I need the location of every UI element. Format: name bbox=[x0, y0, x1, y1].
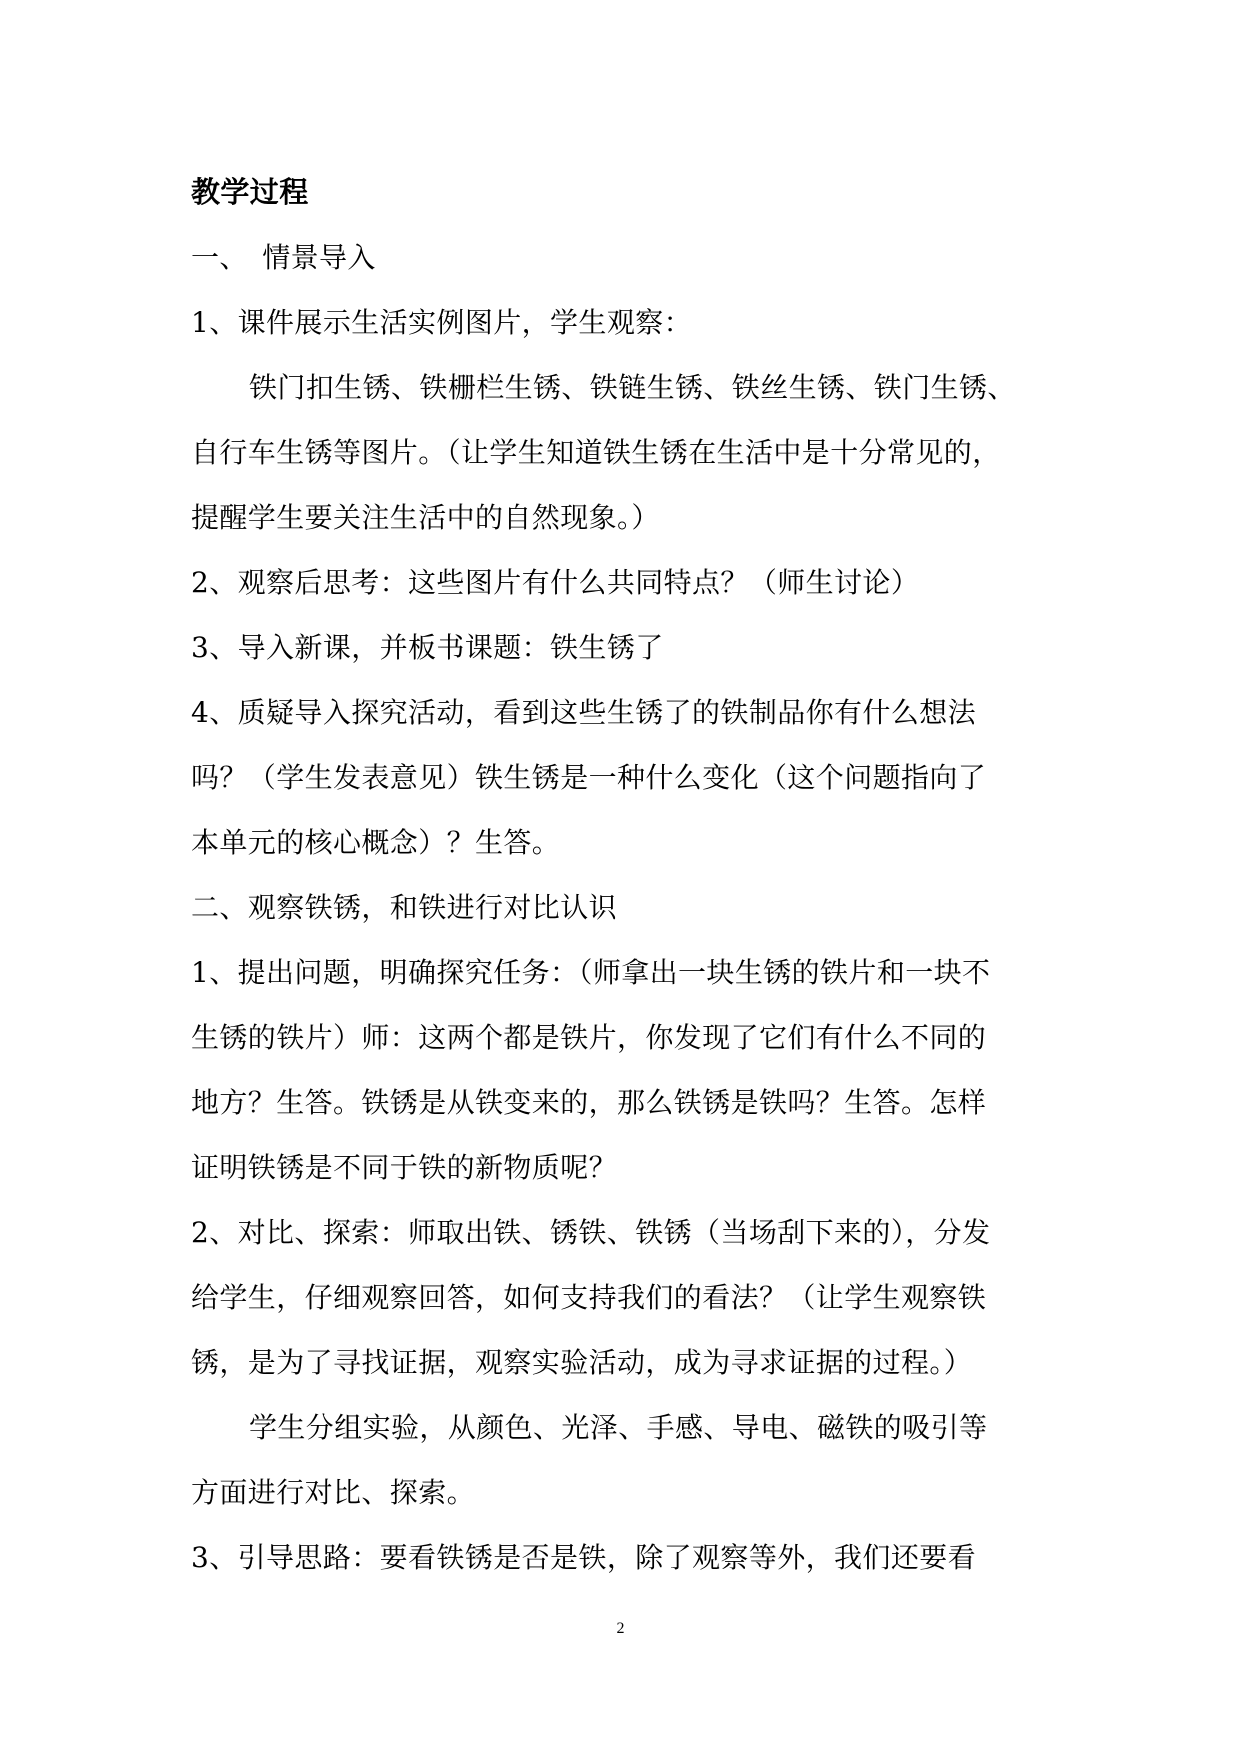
paragraph-line: 3、导入新课，并板书课题：铁生锈了 bbox=[191, 631, 664, 664]
page-number: 2 bbox=[616, 1620, 625, 1637]
paragraph-line: 提醒学生要关注生活中的自然现象。） bbox=[191, 501, 660, 534]
paragraph-line: 铁门扣生锈、铁栅栏生锈、铁链生锈、铁丝生锈、铁门生锈、 bbox=[249, 371, 1016, 404]
paragraph-line: 3、引导思路：要看铁锈是否是铁，除了观察等外，我们还要看 bbox=[191, 1541, 977, 1574]
paragraph-line: 自行车生锈等图片。（让学生知道铁生锈在生活中是十分常见的， bbox=[191, 436, 1001, 469]
paragraph-line: 锈，是为了寻找证据，观察实验活动，成为寻求证据的过程。） bbox=[191, 1346, 973, 1379]
paragraph-line: 方面进行对比、探索。 bbox=[191, 1476, 476, 1509]
paragraph-line: 1、课件展示生活实例图片，学生观察： bbox=[191, 306, 693, 339]
paragraph-line: 2、对比、探索：师取出铁、锈铁、铁锈（当场刮下来的），分发 bbox=[191, 1216, 991, 1249]
paragraph-line: 本单元的核心概念）？生答。 bbox=[191, 826, 561, 859]
paragraph-line: 地方？生答。铁锈是从铁变来的，那么铁锈是铁吗？生答。怎样 bbox=[191, 1086, 987, 1119]
paragraph-line: 生锈的铁片）师：这两个都是铁片，你发现了它们有什么不同的 bbox=[191, 1021, 987, 1054]
paragraph-line: 4、质疑导入探究活动，看到这些生锈了的铁制品你有什么想法 bbox=[191, 696, 977, 729]
section-heading-1: 一、 情景导入 bbox=[191, 241, 376, 274]
paragraph-line: 证明铁锈是不同于铁的新物质呢？ bbox=[191, 1151, 618, 1184]
section-heading-2: 二、观察铁锈，和铁进行对比认识 bbox=[191, 891, 618, 924]
section-title: 教学过程 bbox=[191, 175, 309, 209]
paragraph-line: 2、观察后思考：这些图片有什么共同特点？（师生讨论） bbox=[191, 566, 920, 599]
document-body bbox=[191, 160, 1061, 1590]
paragraph-line: 1、提出问题，明确探究任务：（师拿出一块生锈的铁片和一块不 bbox=[191, 956, 991, 989]
paragraph-line: 给学生，仔细观察回答，如何支持我们的看法？（让学生观察铁 bbox=[191, 1281, 987, 1314]
paragraph-line: 吗？（学生发表意见）铁生锈是一种什么变化（这个问题指向了 bbox=[191, 761, 987, 794]
paragraph-line: 学生分组实验，从颜色、光泽、手感、导电、磁铁的吸引等 bbox=[249, 1411, 988, 1444]
